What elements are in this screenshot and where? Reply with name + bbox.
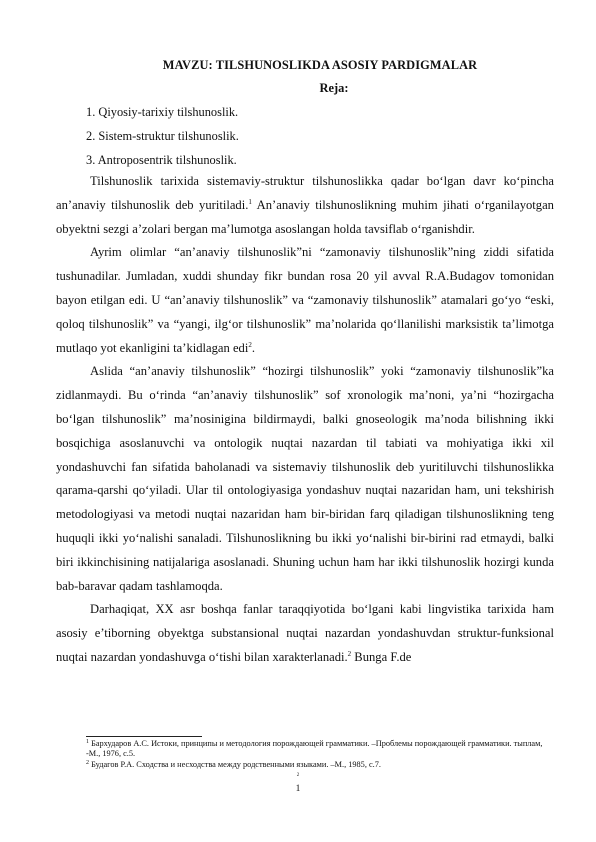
small-marker: 2: [296, 773, 300, 778]
paragraph: Aslida “an’anaviy tilshunoslik” “hozirgi tilshunoslik” yoki “zamonaviy tilshunoslik”ka zidlanmaydi. Bu o‘rinda “an’anaviy tilshunoslik” sof xronologik ma’noni, ya’ni “hozirgacha bo‘lgan tilshunoslik” ma’nosinigina bildirmaydi, balki gnoseologik ma’noda bilishning ikki bosqichiga asoslanuvchi va ontologik nuqtai nazardan til tabiati va mohiyatiga ikki xil yondashuvchi fan sifatida baholanadi va sistemaviy tilshunoslik deb yuritiluvchi tilshunoslikka qarama-qarshi qo‘yiladi. Ular til ontologiyasiga yondashuv nuqtai nazaridan ham, uni tekshirish metodologiyasi va metodi nuqtai nazaridan ham bir-biridan farq qiladigan tilshunoslikning teng huquqli ikki yo‘nalishi sanaladi. Tilshunoslikning bu ikki yo‘nalishi bir-birini rad etmaydi, balki biri ikkinchisining natijalariga asoslanadi. Shuning uchun ham har ikki tilshunoslik hozirgi kunda bab-baravar qadam tashlamoqda.: [56, 364, 554, 593]
paragraph: Tilshunoslik tarixida sistemaviy-struktur tilshunoslikka qadar bo‘lgan davr ko‘pincha an’anaviy tilshunoslik deb yuritiladi.$^1$ An’anaviy tilshunoslikning muhim jihati o‘rganilayotgan obyektni sezgi a’zolari bergan ma’lumotga asoslangan holda tavsiflab o‘rganishdir.: [56, 174, 554, 236]
paragraph: Darhaqiqat, XX asr boshqa fanlar taraqqiyotida bo‘lgani kabi lingvistika tarixida ham asosiy e’tiborning obyektga substansional nuqtai nazardan yondashuvdan struktur-funksional nuqtai nazardan yondashuvga o‘tishi bilan xarakterlanadi.$^2$ Bunga F.de: [56, 602, 554, 664]
footnotes: [86, 739, 556, 770]
body-text: [56, 170, 554, 670]
page-number: 1: [295, 784, 301, 794]
footnote-ref: 1: [248, 197, 252, 206]
footnote: $^2$ Будагов Р.А. Сходства и несходства между родственными языками. –М., 1985, с.7.: [86, 759, 381, 769]
plan-item: 1. Qiyosiy-tarixiy tilshunoslik.: [86, 105, 239, 119]
plan-item: 2. Sistem-struktur tilshunoslik.: [86, 129, 239, 143]
footnote-ref: 2: [248, 340, 252, 349]
footnote-ref: 2: [347, 649, 352, 658]
footnote-divider: [86, 736, 202, 737]
document-title: MAVZU: TILSHUNOSLIKDA ASOSIY PARDIGMALAR: [162, 58, 478, 72]
paragraph: Ayrim olimlar “an’anaviy tilshunoslik”ni “zamonaviy tilshunoslik”ning ziddi sifatida tushunadilar. Jumladan, xuddi shunday fikr bundan rosa 20 yil avval R.A.Budagov tomonidan bayon etilgan edi. U “an’anaviy tilshunoslik” va “zamonaviy tilshunoslik” atamalari go‘yo “eski, qoloq tilshunoslik” va “yangi, ilg‘or tilshunoslik” ma’nolarida qo‘llanilishi marksistik ta’limotga mutlaqo yot ekanligini ta’kidlagan edi$^2$.: [56, 245, 554, 355]
plan-item: 3. Antroposentrik tilshunoslik.: [86, 153, 237, 167]
footnote: $^1$ Бархударов А.С. Истоки, принципы и методология порождающей грамматики. –Проблемы порождающей грамматики. тыплам, -М., 1976, с.5.: [86, 739, 543, 759]
plan-heading: Reja:: [319, 81, 349, 95]
